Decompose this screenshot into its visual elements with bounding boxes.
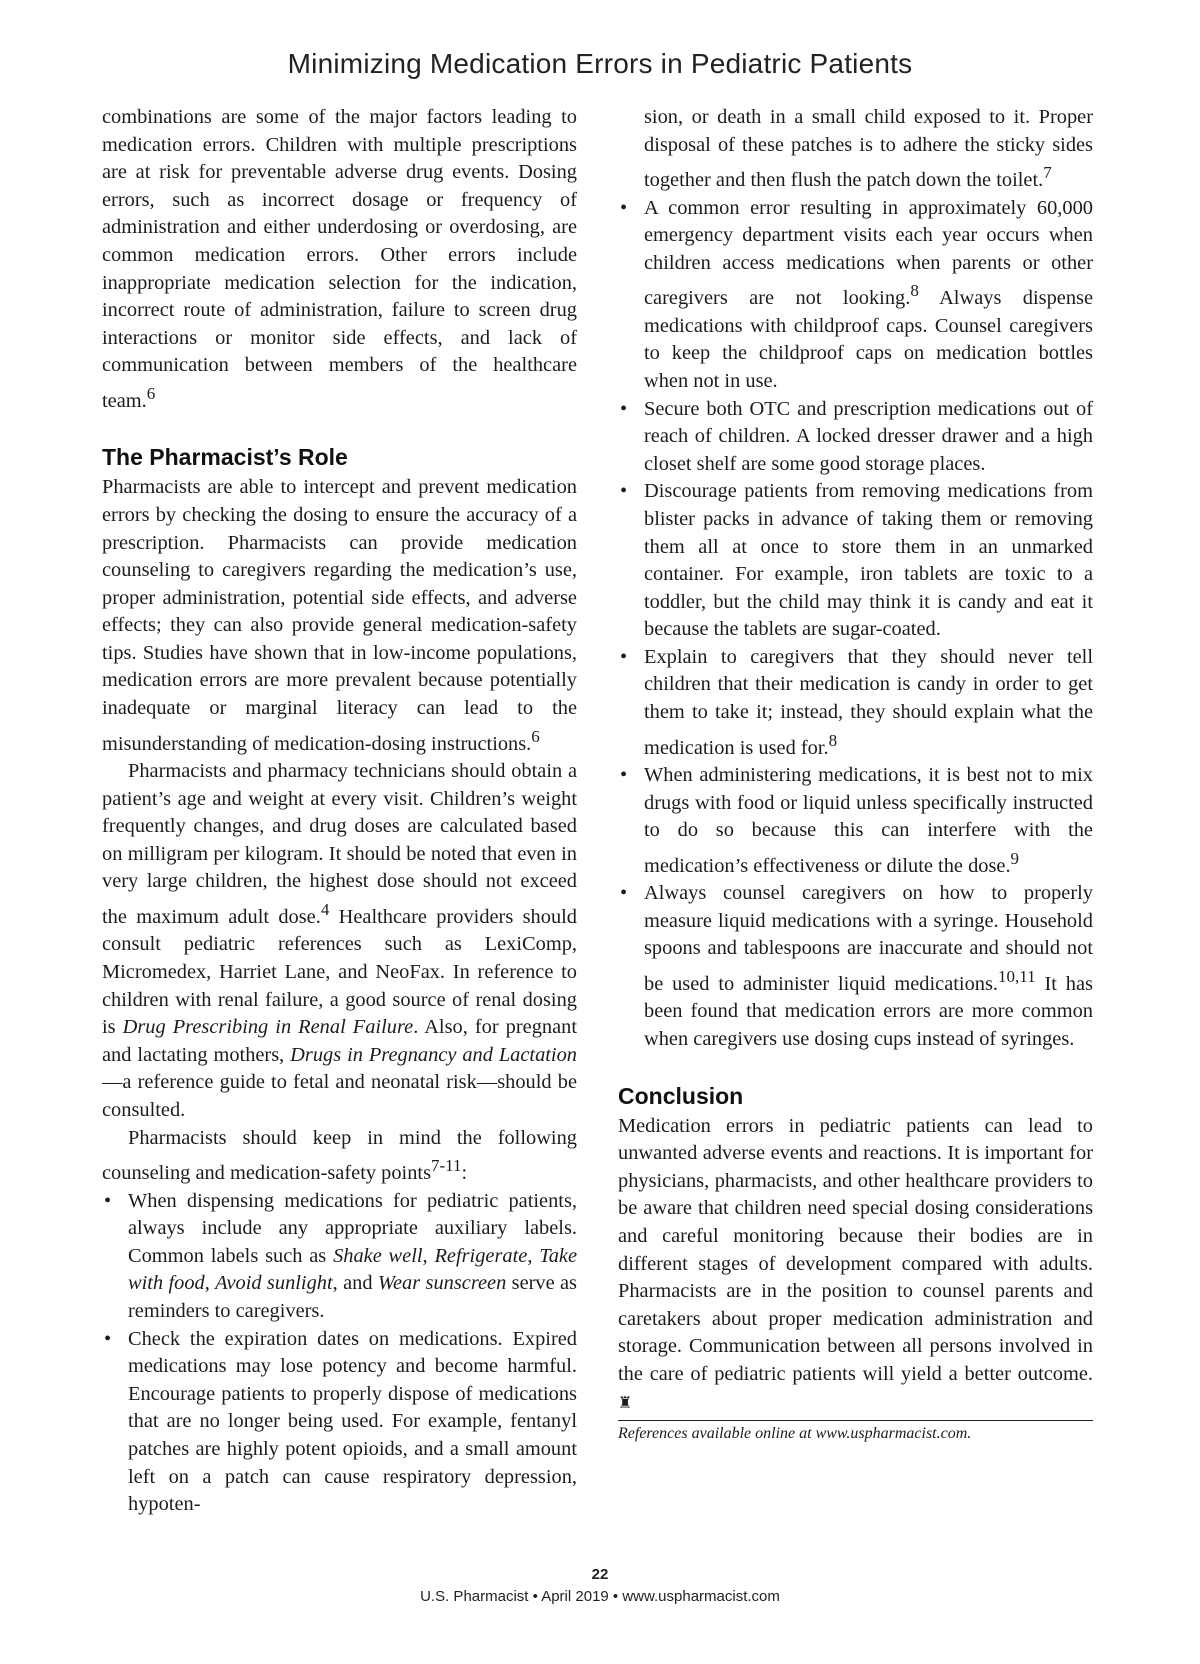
citation: 6 xyxy=(531,726,540,746)
references-note: References available online at www.uspharmacist.com. xyxy=(618,1420,1093,1445)
running-head: Minimizing Medication Errors in Pediatric Patients xyxy=(287,48,913,79)
left-column xyxy=(102,104,577,1519)
footer-line: U.S. Pharmacist • April 2019 • www.uspharmacist.com xyxy=(420,1588,780,1605)
book-title: Drug Prescribing in Renal Failure xyxy=(122,1016,414,1039)
list-item: • When administering medications, it is best not to mix drugs with food or liquid unless specifically instructed to do so because this can interfere with the medication’s effectiveness or dilute the dose.$^9$ xyxy=(618,762,1093,880)
list-item-continuation: sion, or death in a small child exposed to it. Proper disposal of these patches is to adhere the sticky sides together and then flush the patch down the toilet.$^7$ xyxy=(644,106,1093,191)
citation: 7 xyxy=(1043,163,1052,183)
page-number: 22 xyxy=(591,1566,609,1583)
list-item: • Always counsel caregivers on how to properly measure liquid medications with a syringe. Household spoons and tablespoons are inaccurate and should not be used to administer liquid medications.$^{10,11}$ It has been found that medication errors are more common when caregivers use dosing cups instead of syringes. xyxy=(618,880,1093,1053)
citation: 7-11 xyxy=(431,1156,462,1176)
paragraph: Pharmacists should keep in mind the following counseling and medication-safety points$^{7-11}$: xyxy=(102,1126,577,1184)
list-item: • A common error resulting in approximately 60,000 emergency department visits each year occurs when children access medications when parents or other caregivers are not looking.$^8$ Always dispense medications with childproof caps. Counsel caregivers to keep the childproof caps on medication bottles when not in use. xyxy=(618,195,1093,396)
citation: 10,11 xyxy=(998,967,1036,986)
list-item: • When dispensing medications for pediatric patients, always include any appropriate auxiliary labels. Common labels such as Shake well, Refrigerate, Take with food, Avoid sunlight, and Wear sunscreen serve as reminders to caregivers. xyxy=(102,1188,577,1326)
list-item: • Discourage patients from removing medications from blister packs in advance of taking them or removing them all at once to store them in an unmarked container. For example, iron tablets are toxic to a toddler, but the child may think it is candy and eat it because the tablets are sugar-coated. xyxy=(618,478,1093,644)
paragraph: Medication errors in pediatric patients can lead to unwanted adverse events and reactions. It is important for physicians, pharmacists, and other healthcare providers to be aware that children need special dosing considerations and careful monitoring because their bodies are in different stages of development compared with adults. Pharmacists are in the position to counsel parents and caretakers about proper medication administration and storage. Communication between all persons involved in the care of pediatric patients will yield a better outcome. ♜ xyxy=(618,1113,1093,1417)
book-title: Drugs in Pregnancy and Lactation xyxy=(290,1043,577,1066)
end-of-article-icon: ♜ xyxy=(618,1392,633,1412)
paragraph: Pharmacists are able to intercept and prevent medication errors by checking the dosing to ensure the accuracy of a prescription. Pharmacists can provide medication counseling to caregivers regarding the medication’s use, proper administration, potential side effects, and adverse effects; they can also provide general medication-safety tips. Studies have shown that in low-income populations, medication errors are more prevalent because potentially inadequate or marginal literacy can lead to the misunderstanding of medication-dosing instructions.$^6$ xyxy=(102,476,577,755)
section-heading-conclusion: Conclusion xyxy=(618,1082,744,1109)
citation: 6 xyxy=(146,383,156,403)
citation: 8 xyxy=(828,730,838,750)
section-heading-pharmacists-role: The Pharmacist’s Role xyxy=(102,444,348,471)
right-column xyxy=(618,104,1093,1445)
list-item: • Check the expiration dates on medications. Expired medications may lose potency and become harmful. Encourage patients to properly dispose of medications that are no longer being used. For example, fentanyl patches are highly potent opioids, and a small amount left on a patch can cause respiratory depression, hypoten- xyxy=(102,1326,577,1519)
counseling-points-list xyxy=(618,195,1093,1054)
list-item: • Secure both OTC and prescription medications out of reach of children. A locked dresser drawer and a high closet shelf are some good storage places. xyxy=(618,396,1093,479)
paragraph: combinations are some of the major factors leading to medication errors. Children with multiple prescriptions are at risk for preventable adverse drug events. Dosing errors, such as incorrect dosage or frequency of administration and either underdosing or overdosing, are common medication errors. Other errors include inappropriate medication selection for the indication, incorrect route of administration, failure to screen drug interactions or monitor side effects, and lack of communication between members of the healthcare team.$^6$ xyxy=(102,106,577,412)
list-item: • Explain to caregivers that they should never tell children that their medication is candy in order to get them to take it; instead, they should explain what the medication is used for.$^8$ xyxy=(618,644,1093,762)
citation: 4 xyxy=(320,900,330,920)
paragraph: Pharmacists and pharmacy technicians should obtain a patient’s age and weight at every visit. Children’s weight frequently changes, and drug doses are calculated based on milligram per kilogram. It should be noted that even in very large children, the highest dose should not exceed the maximum adult dose.$^4$ Healthcare providers should consult pediatric references such as LexiComp, Micromedex, Harriet Lane, and NeoFax. In reference to children with renal failure, a good source of renal dosing is Drug Prescribing in Renal Failure. Also, for pregnant and lactating mothers, Drugs in Pregnancy and Lactation—a reference guide to fetal and neonatal risk—should be consulted. xyxy=(102,760,577,1121)
citation: 9 xyxy=(1010,848,1020,868)
citation: 8 xyxy=(910,281,919,301)
counseling-points-list xyxy=(102,1188,577,1519)
